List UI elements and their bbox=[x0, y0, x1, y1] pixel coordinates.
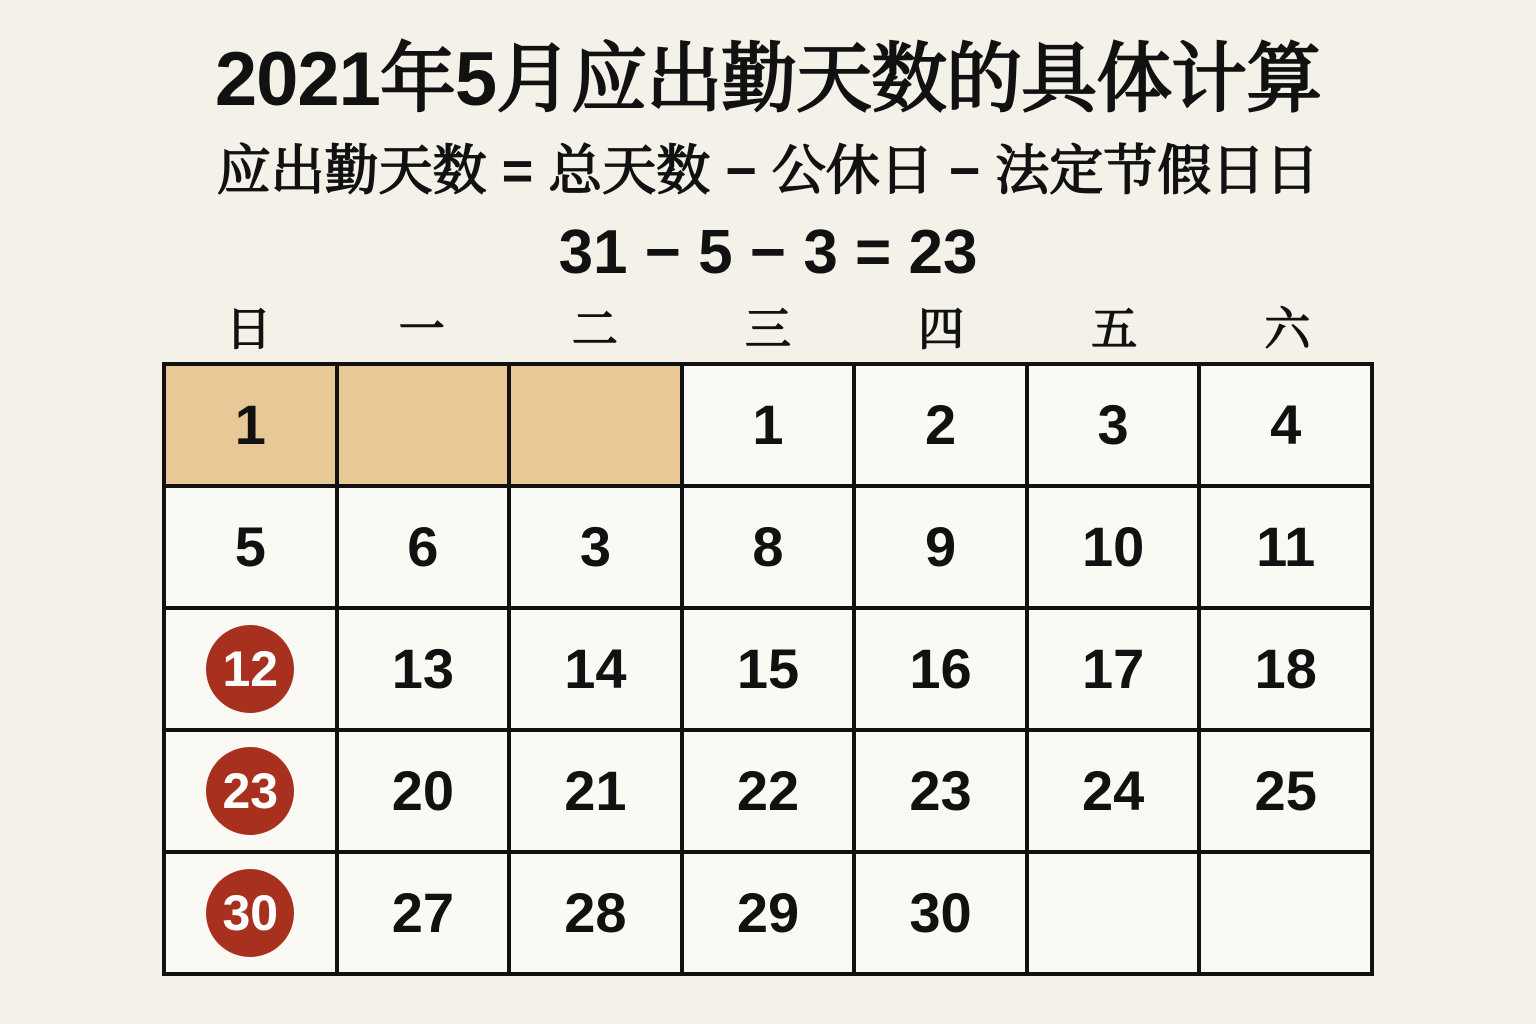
rest-day-marker: 23 bbox=[206, 747, 294, 835]
weekday-label: 日 bbox=[225, 303, 272, 355]
day-number: 1 bbox=[234, 393, 266, 456]
weekday-label: 二 bbox=[571, 303, 618, 355]
day-number: 6 bbox=[407, 515, 439, 578]
day-number: 11 bbox=[1256, 515, 1316, 578]
equation-line: 31 − 5 − 3 = 23 bbox=[558, 218, 978, 287]
day-number: 17 bbox=[1081, 637, 1145, 700]
calendar bbox=[162, 303, 1374, 976]
weekday-label: 四 bbox=[918, 303, 965, 355]
calendar-day-cell[interactable] bbox=[339, 610, 512, 732]
calendar-day-cell[interactable] bbox=[1201, 732, 1374, 854]
day-number: 16 bbox=[909, 637, 972, 700]
day-number: 24 bbox=[1081, 759, 1145, 822]
calendar-day-cell[interactable] bbox=[511, 610, 684, 732]
calendar-day-cell[interactable] bbox=[1201, 488, 1374, 610]
rest-day-marker: 12 bbox=[206, 625, 294, 713]
calendar-day-cell[interactable] bbox=[1029, 610, 1202, 732]
day-number: 3 bbox=[1097, 393, 1129, 456]
calendar-day-cell[interactable] bbox=[339, 366, 512, 488]
day-number: 20 bbox=[391, 759, 454, 822]
calendar-day-cell[interactable] bbox=[166, 610, 339, 732]
calendar-weekday-header bbox=[162, 303, 1374, 355]
calendar-day-cell[interactable] bbox=[856, 488, 1029, 610]
calendar-day-cell[interactable] bbox=[511, 854, 684, 976]
weekday-label: 三 bbox=[744, 303, 791, 355]
day-number: 27 bbox=[391, 881, 454, 944]
calendar-day-cell[interactable] bbox=[1029, 366, 1202, 488]
calendar-day-cell[interactable] bbox=[1029, 732, 1202, 854]
calendar-day-cell[interactable] bbox=[166, 488, 339, 610]
day-number: 14 bbox=[564, 637, 627, 700]
day-number: 8 bbox=[752, 515, 784, 578]
day-number: 10 bbox=[1081, 515, 1145, 578]
calendar-day-cell[interactable] bbox=[856, 610, 1029, 732]
calendar-day-cell[interactable] bbox=[684, 854, 857, 976]
calendar-grid bbox=[162, 362, 1374, 976]
day-number: 22 bbox=[736, 759, 800, 822]
calendar-day-cell[interactable] bbox=[339, 732, 512, 854]
day-number: 4 bbox=[1270, 393, 1302, 456]
rest-day-marker: 30 bbox=[206, 869, 294, 957]
day-number: 18 bbox=[1254, 637, 1317, 700]
calendar-day-cell[interactable] bbox=[339, 488, 512, 610]
calendar-day-cell[interactable] bbox=[684, 610, 857, 732]
weekday-label: 六 bbox=[1264, 303, 1311, 355]
calendar-day-cell[interactable] bbox=[684, 488, 857, 610]
calendar-day-cell[interactable] bbox=[684, 732, 857, 854]
calendar-day-cell[interactable] bbox=[166, 366, 339, 488]
day-number: 2 bbox=[924, 393, 957, 456]
day-number: 9 bbox=[924, 515, 957, 578]
day-number: 25 bbox=[1254, 759, 1317, 822]
day-number: 30 bbox=[909, 881, 972, 944]
calendar-day-cell[interactable] bbox=[1201, 854, 1374, 976]
calendar-day-cell[interactable] bbox=[856, 366, 1029, 488]
calendar-day-cell[interactable] bbox=[339, 854, 512, 976]
calendar-day-cell[interactable] bbox=[684, 366, 857, 488]
page-title: 2021年5月应出勤天数的具体计算 bbox=[214, 37, 1322, 122]
day-number: 28 bbox=[564, 881, 627, 944]
day-number: 13 bbox=[391, 637, 454, 700]
calendar-day-cell[interactable] bbox=[511, 488, 684, 610]
formula-line: 应出勤天数 = 总天数 − 公休日 − 法定节假日日 bbox=[216, 141, 1320, 201]
weekday-label: 一 bbox=[398, 303, 445, 355]
day-number: 21 bbox=[564, 759, 627, 822]
day-number: 15 bbox=[736, 637, 800, 700]
calendar-day-cell[interactable] bbox=[1201, 610, 1374, 732]
day-number: 23 bbox=[909, 759, 972, 822]
calendar-day-cell[interactable] bbox=[1201, 366, 1374, 488]
day-number: 29 bbox=[736, 881, 800, 944]
calendar-day-cell[interactable] bbox=[511, 732, 684, 854]
calendar-day-cell[interactable] bbox=[1029, 488, 1202, 610]
calendar-day-cell[interactable] bbox=[511, 366, 684, 488]
day-number: 3 bbox=[579, 515, 611, 578]
calendar-day-cell[interactable] bbox=[1029, 854, 1202, 976]
day-number: 5 bbox=[234, 515, 266, 578]
calendar-day-cell[interactable] bbox=[166, 732, 339, 854]
day-number: 1 bbox=[752, 393, 784, 456]
calendar-day-cell[interactable] bbox=[856, 854, 1029, 976]
calendar-day-cell[interactable] bbox=[166, 854, 339, 976]
calendar-day-cell[interactable] bbox=[856, 732, 1029, 854]
weekday-label: 五 bbox=[1091, 303, 1138, 355]
